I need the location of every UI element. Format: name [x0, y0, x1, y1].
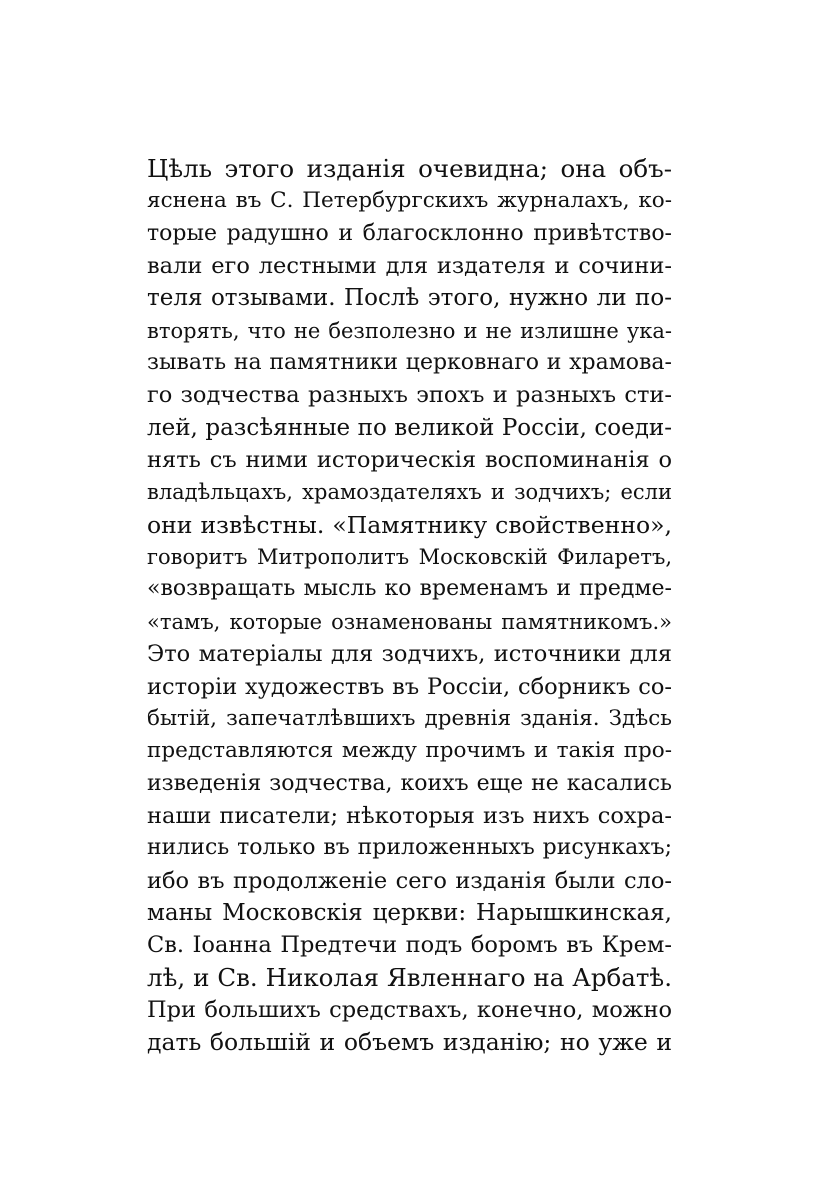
text-line: вали его лестными для издателя и сочини- — [147, 253, 672, 280]
text-line: исторіи художествъ въ Россіи, сборникъ со- — [147, 673, 672, 700]
text-line: Цѣль этого изданія очевидна; она объ- — [147, 154, 672, 183]
text-line: яснена въ С. Петербургскихъ журналахъ, ко- — [147, 188, 672, 214]
text-line: нились только въ приложенныхъ рисункахъ; — [147, 835, 672, 861]
text-line: лѣ, и Св. Николая Явленнаго на Арбатѣ. — [147, 962, 672, 992]
text-line: Это матеріалы для зодчихъ, источники для — [147, 641, 672, 668]
text-line: вторять, что не безполезно и не излишне ука- — [147, 318, 672, 343]
text-line: говоритъ Митрополитъ Московскій Филаретъ, — [147, 545, 672, 570]
text-line: При большихъ средствахъ, конечно, можно — [147, 996, 672, 1023]
text-line: маны Московскія церкви: Нарышкинская, — [147, 899, 672, 926]
text-line: владѣльцахъ, храмоздателяхъ и зодчихъ; если — [147, 480, 672, 505]
text-line: лей, разсѣянные по великой Россіи, соеди- — [147, 414, 672, 441]
text-line: «тамъ, которые ознаменованы памятникомъ.» — [147, 609, 672, 634]
text-line: изведенія зодчества, коихъ еще не касались — [147, 770, 672, 796]
text-line: бытій, запечатлѣвшихъ древнія зданія. Здѣсь — [147, 705, 672, 731]
text-line: нять съ ними историческія воспоминанія о — [147, 447, 672, 474]
text-line: теля отзывами. Послѣ этого, нужно ли по- — [147, 285, 672, 312]
text-line: дать большій и объемъ изданію; но уже и — [147, 1028, 672, 1057]
text-line: «возвращать мысль ко временамъ и предме- — [147, 576, 672, 602]
text-line: торые радушно и благосклонно привѣтство- — [147, 220, 672, 246]
text-line: го зодчества разныхъ эпохъ и разныхъ сти- — [147, 382, 672, 409]
body-paragraph — [147, 153, 672, 1059]
text-line: наши писатели; нѣкоторыя изъ нихъ сохра- — [147, 802, 672, 829]
text-line: они извѣстны. «Памятнику свойственно», — [147, 510, 672, 539]
text-line: зывать на памятники церковнаго и храмова- — [147, 350, 672, 376]
text-line: Св. Іоанна Предтечи подъ боромъ въ Крем- — [147, 932, 672, 959]
text-line: представляются между прочимъ и такія про- — [147, 738, 672, 764]
text-line: ибо въ продолженіе сего изданія были сло- — [147, 867, 672, 894]
